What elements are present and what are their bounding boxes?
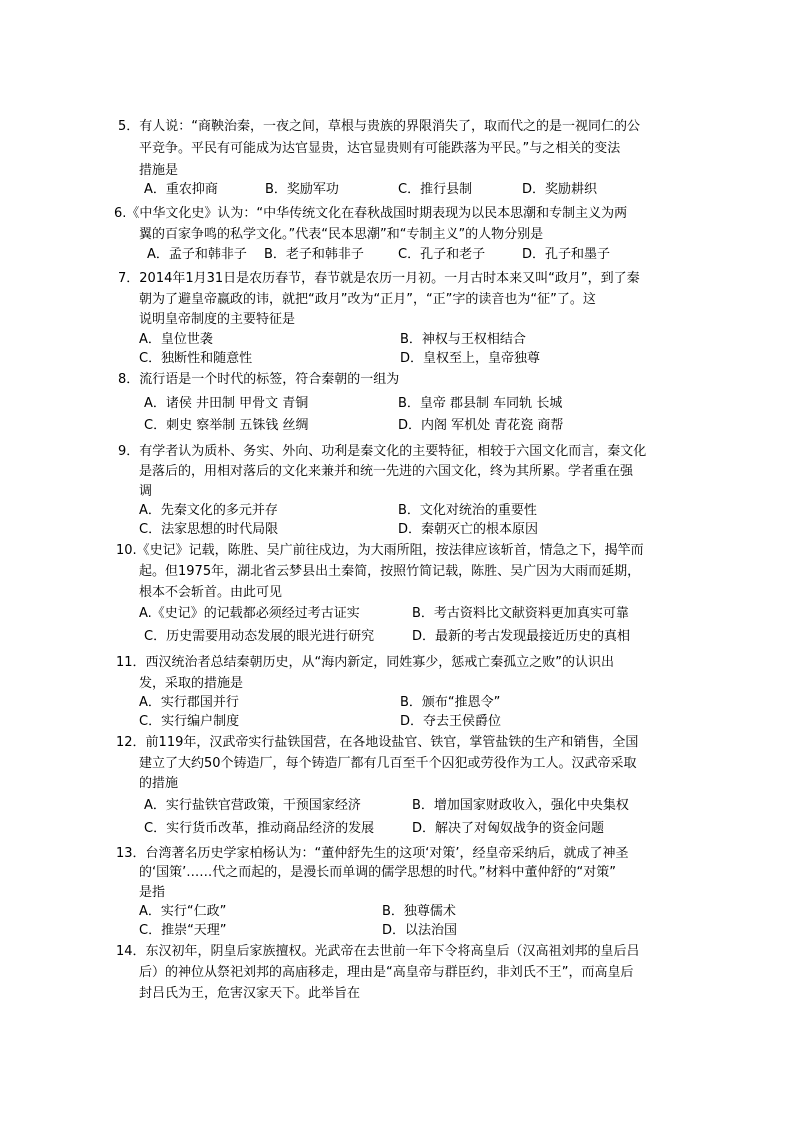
option-d: D．孔子和墨子 xyxy=(522,247,611,262)
question-text: 8．流行语是一个时代的标签，符合秦朝的一组为 xyxy=(118,372,400,387)
question-text: 平竞争。平民有可能成为达官显贵，达官显贵则有可能跌落为平民。”与之相关的变法 xyxy=(139,141,621,156)
option-a: A.《史记》的记载都必须经过考古证实 xyxy=(139,606,360,621)
option-c: C．历史需要用动态发展的眼光进行研究 xyxy=(144,629,375,644)
option-a: A．先秦文化的多元并存 xyxy=(139,503,278,518)
option-d: D．奖励耕织 xyxy=(522,182,598,197)
question-text: 11．西汉统治者总结秦朝历史，从“海内新定，同姓寡少，惩戒亡秦孤立之败”的认识出 xyxy=(116,655,615,670)
option-b: B．独尊儒术 xyxy=(382,904,456,919)
option-b: B．考古资料比文献资料更加真实可靠 xyxy=(412,606,629,621)
question-text: 是落后的，用相对落后的文化来兼并和统一先进的六国文化，终为其所累。学者重在强 xyxy=(139,464,634,479)
option-d: D．内阁 军机处 青花瓷 商帮 xyxy=(398,418,564,433)
option-c: C．实行编户制度 xyxy=(139,714,240,729)
question-text: 12．前119年，汉武帝实行盐铁国营，在各地设盐官、铁官，掌管盐铁的生产和销售，全国 xyxy=(116,735,639,750)
option-b: B．老子和韩非子 xyxy=(264,247,364,262)
question-text: 13．台湾著名历史学家柏杨认为：“董仲舒先生的这项‘对策’，经皇帝采纳后，就成了神圣 xyxy=(116,846,629,861)
option-d: D．皇权至上，皇帝独尊 xyxy=(400,351,541,366)
question-text: 6.《中华文化史》认为：“中华传统文化在春秋战国时期表现为以民本思潮和专制主义为两 xyxy=(114,206,628,221)
question-text: 措施是 xyxy=(139,163,179,178)
question-text: 7．2014年1月31日是农历春节，春节就是农历一月初。一月古时本来又叫“政月”，到了秦 xyxy=(118,271,640,286)
option-d: D．解决了对匈奴战争的资金问题 xyxy=(412,821,605,836)
option-a: A．实行“仁政” xyxy=(139,904,227,919)
option-b: B．奖励军功 xyxy=(265,182,339,197)
question-text: 14．东汉初年，阴皇后家族擅权。光武帝在去世前一年下令将高皇后（汉高祖刘邦的皇后吕 xyxy=(116,944,640,959)
option-d: D．夺去王侯爵位 xyxy=(400,714,502,729)
option-a: A．实行盐铁官营政策，干预国家经济 xyxy=(144,798,361,813)
option-d: D．最新的考古发现最接近历史的真相 xyxy=(412,629,631,644)
question-text: 朝为了避皇帝嬴政的讳，就把“政月”改为“正月”，“正”字的读音也为“征”了。这 xyxy=(139,292,596,307)
option-b: B．增加国家财政收入，强化中央集权 xyxy=(412,798,629,813)
option-a: A．孟子和韩非子 xyxy=(147,247,247,262)
question-text: 的措施 xyxy=(139,776,179,791)
option-c: C．法家思想的时代局限 xyxy=(139,522,279,537)
question-text: 起。但1975年，湖北省云梦县出土秦简，按照竹简记载，陈胜、吴广因为大雨而延期， xyxy=(139,564,641,579)
question-text: 根本不会斩首。由此可见 xyxy=(139,585,283,600)
option-c: C．实行货币改革，推动商品经济的发展 xyxy=(144,821,375,836)
option-b: B．文化对统治的重要性 xyxy=(398,503,537,518)
question-text: 的‘国策’……代之而起的，是漫长而单调的儒学思想的时代。”材料中董仲舒的“对策” xyxy=(139,865,616,880)
question-text: 封吕氏为王，危害汉家天下。此举旨在 xyxy=(139,986,361,1001)
option-a: A．皇位世袭 xyxy=(139,332,213,347)
option-c: C．孔子和老子 xyxy=(398,247,486,262)
option-a: A．实行郡国并行 xyxy=(139,695,239,710)
option-d: D．以法治国 xyxy=(382,923,458,938)
option-b: B．神权与王权相结合 xyxy=(400,332,526,347)
option-a: A．重农抑商 xyxy=(144,182,218,197)
question-text: 建立了大约50个铸造厂，每个铸造厂都有几百至千个囚犯或劳役作为工人。汉武帝采取 xyxy=(139,756,637,771)
question-text: 9．有学者认为质朴、务实、外向、功利是秦文化的主要特征，相较于六国文化而言，秦文化 xyxy=(118,444,647,459)
question-text: 调 xyxy=(139,484,153,499)
option-b: B．颁布“推恩令” xyxy=(400,695,501,710)
option-c: C．刺史 察举制 五铢钱 丝绸 xyxy=(144,418,309,433)
option-c: C．推崇“天理” xyxy=(139,923,227,938)
question-text: 发，采取的措施是 xyxy=(139,676,244,691)
question-text: 是指 xyxy=(139,885,166,900)
question-text: 10.《史记》记载，陈胜、吴广前往戍边，为大雨所阻，按法律应该斩首，情急之下，揭竿而 xyxy=(116,543,644,558)
question-text: 5．有人说：“商鞅治秦，一夜之间，草根与贵族的界限消失了，取而代之的是一视同仁的公 xyxy=(118,119,641,134)
option-b: B．皇帝 郡县制 车同轨 长城 xyxy=(398,396,563,411)
option-c: C．独断性和随意性 xyxy=(139,351,253,366)
question-text: 后）的神位从祭祀刘邦的高庙移走，理由是“高皇帝与群臣约，非刘氏不王”，而高皇后 xyxy=(139,965,634,980)
option-d: D．秦朝灭亡的根本原因 xyxy=(398,522,539,537)
question-text: 说明皇帝制度的主要特征是 xyxy=(139,312,296,327)
option-c: C．推行县制 xyxy=(398,182,473,197)
option-a: A．诸侯 井田制 甲骨文 青铜 xyxy=(144,396,309,411)
question-text: 翼的百家争鸣的私学文化。”代表“民本思潮”和“专制主义”的人物分别是 xyxy=(139,227,544,242)
